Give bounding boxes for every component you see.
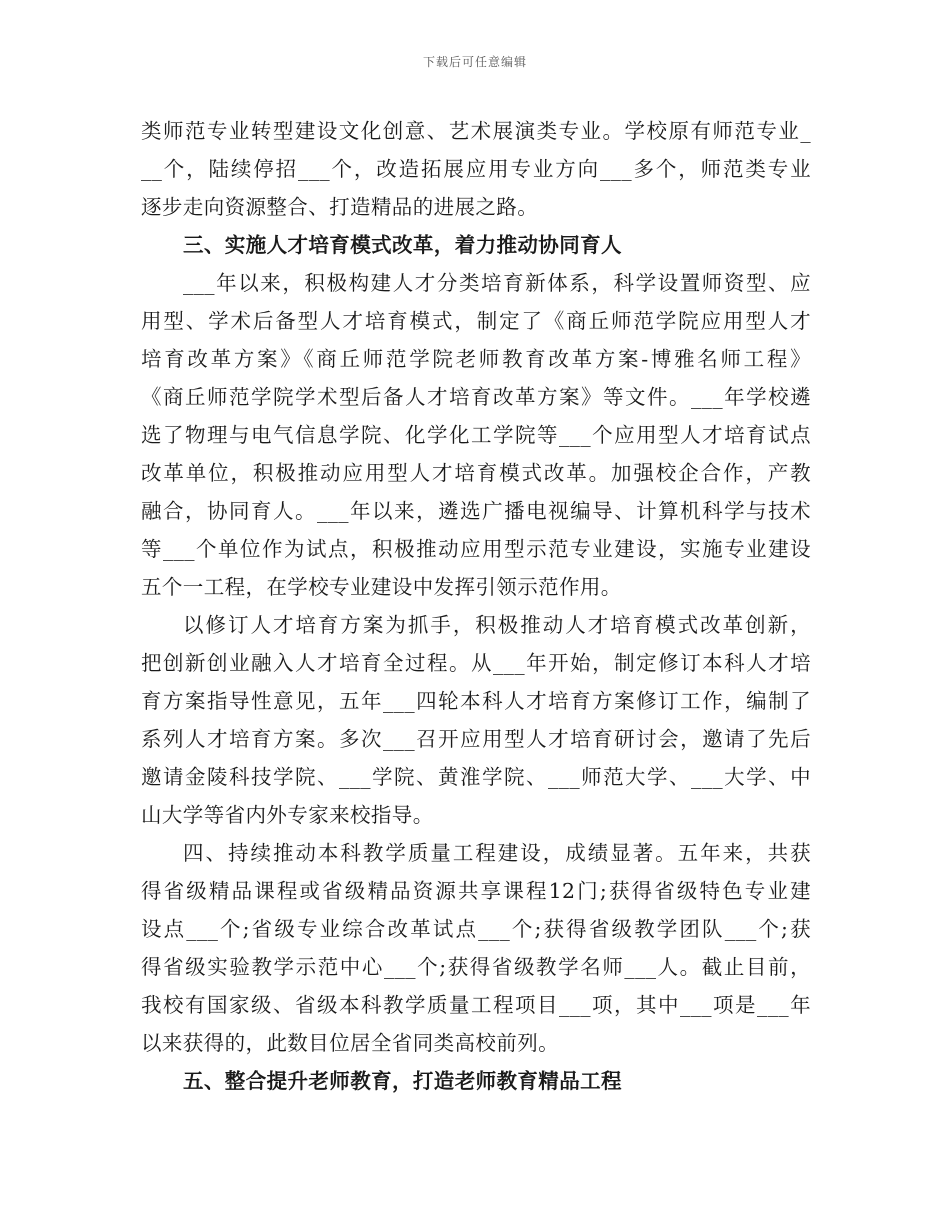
section-heading: 三、实施人才培育模式改革，着力推动协同育人 <box>183 233 622 257</box>
text-line: 选了物理与电气信息学院、化学化工学院等___个应用型人才培育试点 <box>141 423 811 447</box>
text-line: 改革单位，积极推动应用型人才培育模式改革。加强校企合作，产教 <box>141 461 811 485</box>
paragraph-first-line: ___年以来，积极构建人才分类培育新体系，科学设置师资型、应 <box>183 271 811 295</box>
paragraph-first-line: 以修订人才培育方案为抓手，积极推动人才培育模式改革创新， <box>183 613 811 637</box>
text-line: 等___个单位作为试点，积极推动应用型示范专业建设，实施专业建设 <box>141 537 811 561</box>
text-line: 用型、学术后备型人才培育模式，制定了《商丘师范学院应用型人才 <box>141 309 811 333</box>
text-line: 以来获得的，此数目位居全省同类高校前列。 <box>141 1031 559 1055</box>
text-line: 我校有国家级、省级本科教学质量工程项目___项，其中___项是___年 <box>141 993 811 1017</box>
text-line: 《商丘师范学院学术型后备人才培育改革方案》等文件。___年学校遴 <box>141 385 811 409</box>
text-line: 把创新创业融入人才培育全过程。从___年开始，制定修订本科人才培 <box>141 651 811 675</box>
text-line: 融合，协同育人。___年以来，遴选广播电视编导、计算机科学与技术 <box>141 499 811 523</box>
text-line: 得省级精品课程或省级精品资源共享课程12门;获得省级特色专业建 <box>141 879 811 903</box>
paragraph-first-line: 四、持续推动本科教学质量工程建设，成绩显著。五年来，共获 <box>183 841 811 865</box>
text-line: 逐步走向资源整合、打造精品的进展之路。 <box>141 195 539 219</box>
text-line: 系列人才培育方案。多次___召开应用型人才培育研讨会，邀请了先后 <box>141 727 811 751</box>
text-line: 类师范专业转型建设文化创意、艺术展演类专业。学校原有师范专业_ <box>141 119 811 143</box>
text-line: 得省级实验教学示范中心___个;获得省级教学名师___人。截止目前， <box>141 955 811 979</box>
text-line: 育方案指导性意见，五年___四轮本科人才培育方案修订工作，编制了 <box>141 689 811 713</box>
text-line: 邀请金陵科技学院、___学院、黄淮学院、___师范大学、___大学、中 <box>141 765 811 789</box>
text-line: 五个一工程，在学校专业建设中发挥引领示范作用。 <box>141 575 622 599</box>
text-line: 培育改革方案》《商丘师范学院老师教育改革方案-博雅名师工程》 <box>141 347 811 371</box>
text-line: __个，陆续停招___个，改造拓展应用专业方向___多个，师范类专业 <box>141 157 811 181</box>
text-line: 山大学等省内外专家来校指导。 <box>141 803 434 827</box>
page-header-note: 下载后可任意编辑 <box>422 55 527 69</box>
section-heading: 五、整合提升老师教育，打造老师教育精品工程 <box>183 1069 622 1093</box>
text-line: 设点___个;省级专业综合改革试点___个;获得省级教学团队___个;获 <box>141 917 811 941</box>
document-body <box>141 112 811 1100</box>
